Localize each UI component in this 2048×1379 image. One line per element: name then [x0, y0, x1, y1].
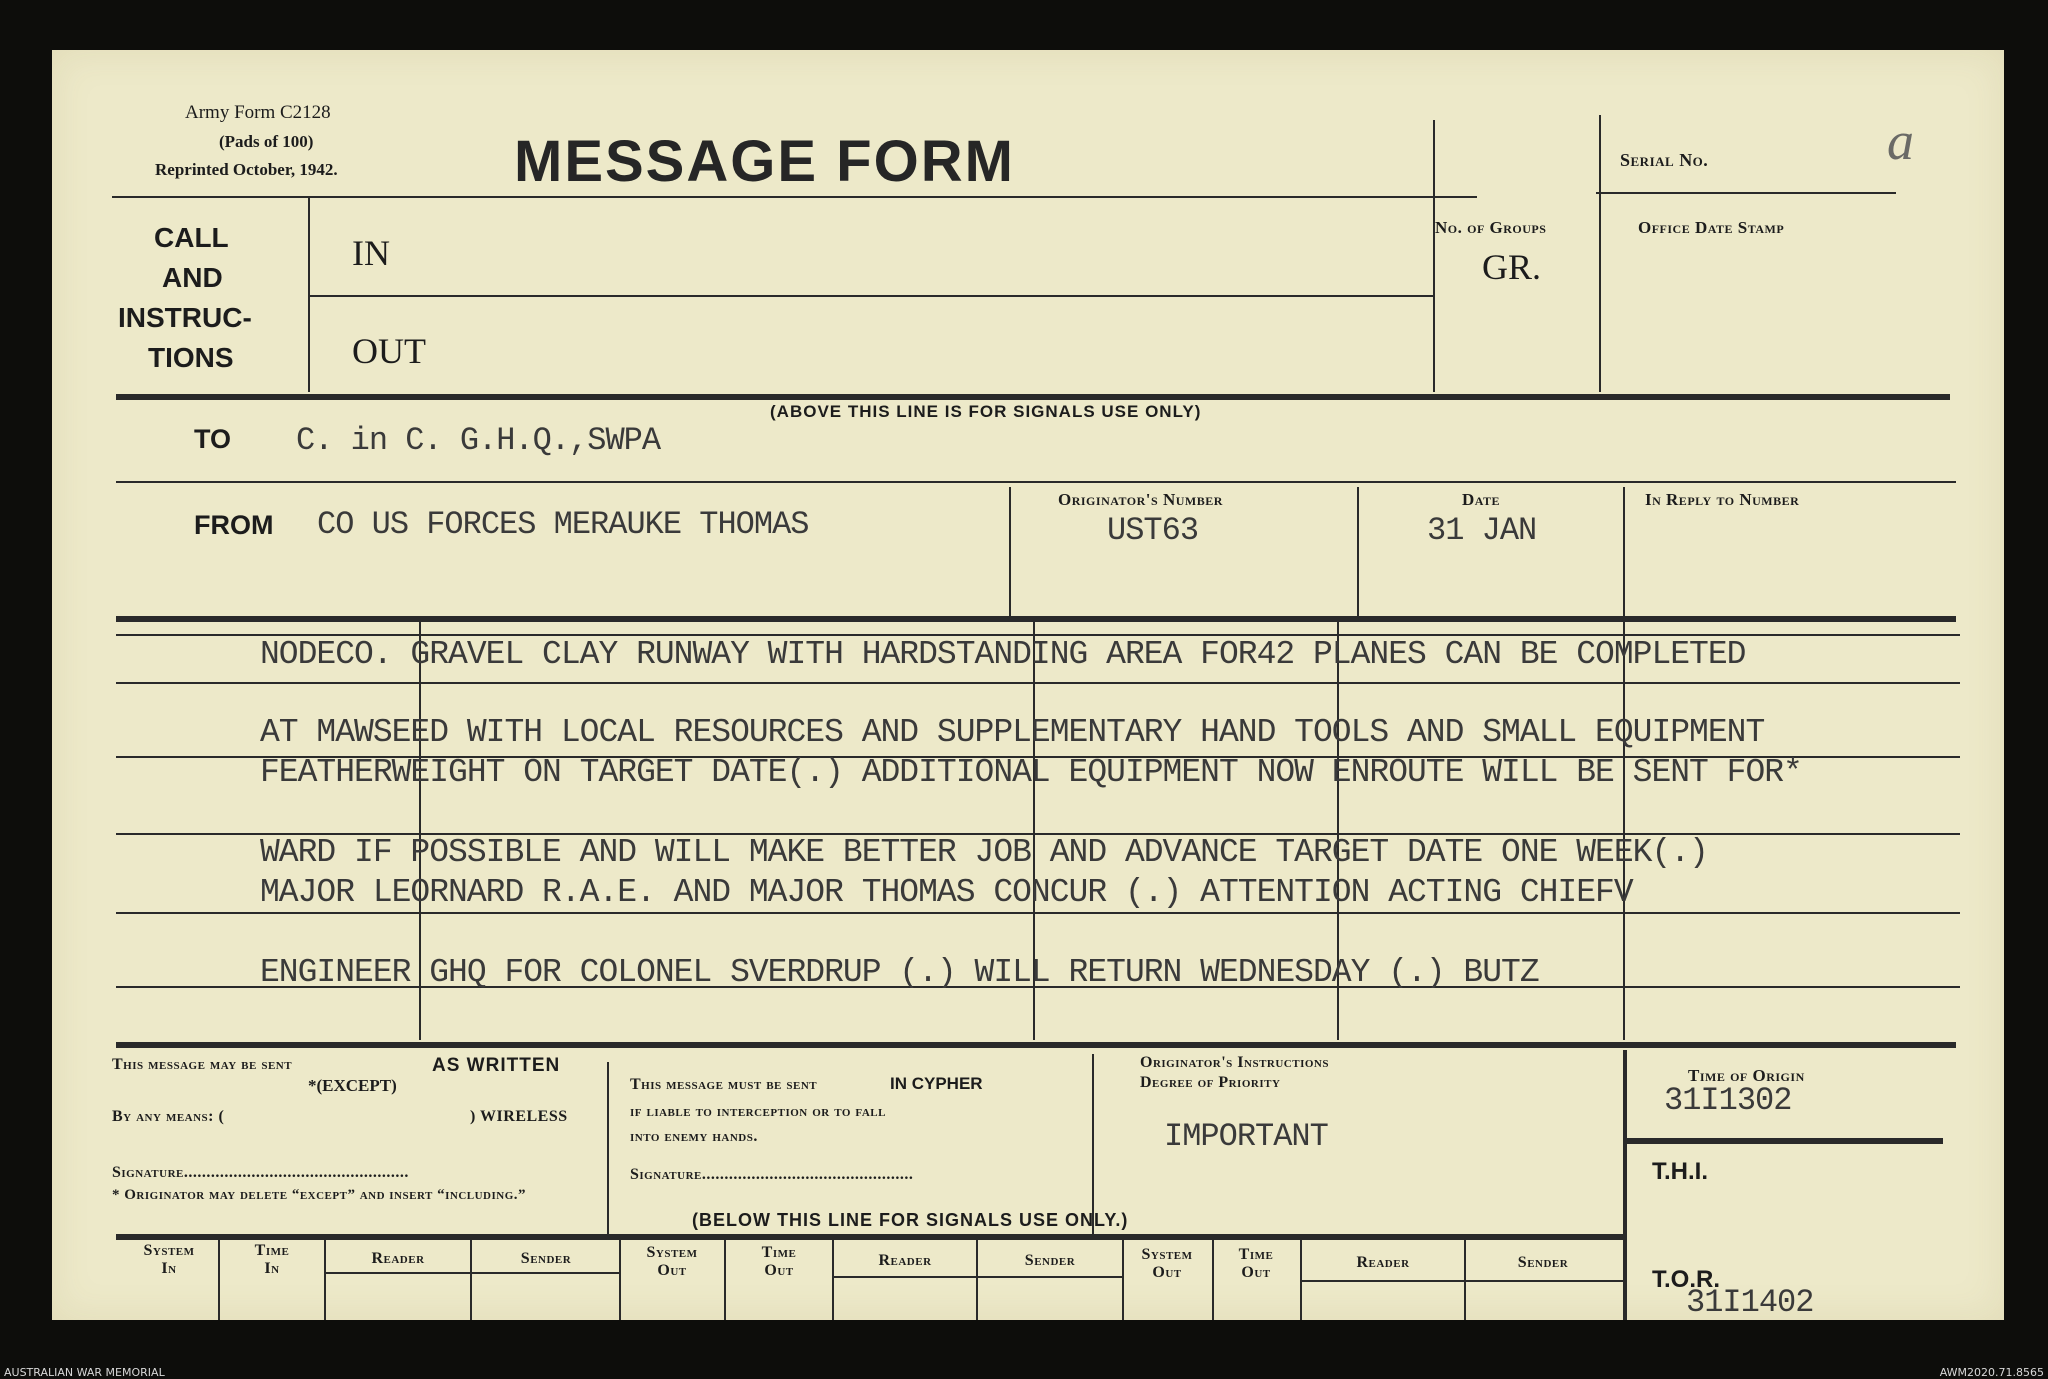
cypher-divider-right	[1092, 1054, 1094, 1236]
call-label-3: INSTRUC-	[118, 302, 252, 333]
serial-rule	[1596, 192, 1896, 194]
from-value: CO US FORCES MERAUKE THOMAS	[317, 506, 809, 543]
cypher-divider-left	[607, 1062, 609, 1236]
call-divider	[308, 196, 310, 392]
message-line-6: ENGINEER GHQ FOR COLONEL SVERDRUP (.) WILL RETURN WEDNESDAY (.) BUTZ	[260, 954, 1539, 991]
thi-label: T.H.I.	[1652, 1158, 1709, 1185]
signals-above-note: (ABOVE THIS LINE IS FOR SIGNALS USE ONLY)	[770, 402, 1202, 421]
as-written-label: AS WRITTEN	[432, 1055, 561, 1076]
table-subrule	[1300, 1280, 1623, 1282]
footer-accession: AWM2020.71.8565	[1939, 1366, 2044, 1379]
from-divider-3	[1623, 487, 1625, 617]
header-line: Time	[761, 1244, 797, 1261]
by-any-means-label: By any means: (	[112, 1108, 225, 1125]
may-be-sent-label: This message may be sent	[112, 1056, 293, 1073]
table-col-divider	[724, 1238, 726, 1320]
header-line: Out	[764, 1262, 794, 1279]
table-col-divider	[1464, 1238, 1466, 1320]
header-line: System	[1141, 1246, 1193, 1263]
header-line: In	[264, 1260, 280, 1277]
handwritten-mark: a	[1887, 111, 1914, 171]
table-col-divider	[470, 1238, 472, 1320]
table-header-time-in	[222, 1242, 322, 1278]
header-line: In	[161, 1260, 177, 1277]
header-line: Time	[1238, 1246, 1274, 1263]
priority-value: IMPORTANT	[1164, 1118, 1328, 1155]
footer-credit: AUSTRALIAN WAR MEMORIAL	[4, 1366, 165, 1379]
table-header-system-in	[124, 1242, 214, 1278]
table-col-divider	[619, 1238, 621, 1320]
signature-left: Signature..................................................	[112, 1164, 409, 1181]
table-header-sender-3: Sender	[1517, 1254, 1569, 1271]
in-out-divider	[308, 295, 1433, 297]
office-date-stamp-label: Office Date Stamp	[1638, 218, 1785, 237]
table-header-sender-1: Sender	[520, 1250, 572, 1267]
serial-number-label: Serial No.	[1620, 150, 1709, 170]
date-value: 31 JAN	[1427, 512, 1537, 549]
table-header-reader-1: Reader	[371, 1250, 425, 1267]
wireless-label: ) WIRELESS	[470, 1108, 568, 1125]
table-header-reader-3: Reader	[1356, 1254, 1410, 1271]
table-col-divider	[218, 1238, 220, 1320]
table-col-divider	[832, 1238, 834, 1320]
header-line: System	[646, 1244, 698, 1261]
table-header-system-out-2	[1124, 1246, 1210, 1282]
time-origin-label: Time of Origin	[1688, 1066, 1805, 1085]
signals-rule-bottom	[116, 1234, 1623, 1240]
header-line: Time	[254, 1242, 290, 1259]
table-subrule	[324, 1272, 619, 1274]
form-title: MESSAGE FORM	[514, 129, 1015, 194]
originator-number-value: UST63	[1107, 512, 1199, 549]
groups-divider-right	[1599, 115, 1601, 392]
cypher-line-1: This message must be sent	[630, 1076, 818, 1093]
table-subrule	[832, 1276, 1122, 1278]
cypher-label: IN CYPHER	[890, 1074, 983, 1093]
reprinted-note: Reprinted October, 1942.	[155, 160, 338, 179]
to-label: TO	[194, 424, 232, 454]
signals-below-note: (BELOW THIS LINE FOR SIGNALS USE ONLY.)	[692, 1210, 1129, 1230]
table-col-divider	[324, 1238, 326, 1320]
table-header-time-out-2	[1214, 1246, 1298, 1282]
header-rule	[112, 196, 1477, 198]
reply-number-label: In Reply to Number	[1645, 490, 1800, 509]
groups-label: No. of Groups	[1435, 218, 1547, 237]
date-label: Date	[1462, 490, 1501, 509]
originator-instructions-label: Originator's Instructions	[1140, 1054, 1329, 1071]
signals-rule-top	[116, 394, 1950, 400]
table-header-time-out-1	[728, 1244, 830, 1280]
header-line: Out	[657, 1262, 687, 1279]
groups-value: GR.	[1482, 247, 1542, 287]
header-line: Out	[1152, 1264, 1182, 1281]
table-header-reader-2: Reader	[878, 1252, 932, 1269]
degree-priority-label: Degree of Priority	[1140, 1074, 1281, 1091]
out-label: OUT	[352, 331, 426, 371]
from-label: FROM	[194, 510, 274, 540]
header-line: System	[143, 1242, 195, 1259]
groups-divider-left	[1433, 120, 1435, 392]
call-label-4: TIONS	[148, 342, 234, 373]
table-col-divider	[1300, 1238, 1302, 1320]
msg-line-4	[116, 912, 1960, 914]
msg-line-1	[116, 682, 1960, 684]
originator-delete-note: * Originator may delete “except” and insert “including.”	[112, 1187, 527, 1203]
message-line-3: FEATHERWEIGHT ON TARGET DATE(.) ADDITIONAL EQUIPMENT NOW ENROUTE WILL BE SENT FOR*	[260, 754, 1802, 791]
tor-label: T.O.R.	[1652, 1266, 1721, 1293]
message-rule-bottom	[116, 1042, 1956, 1048]
grid-col-4	[1623, 622, 1625, 1040]
table-header-sender-2: Sender	[1024, 1252, 1076, 1269]
time-origin-rule	[1623, 1138, 1943, 1144]
cypher-line-2: if liable to interception or to fall	[630, 1103, 886, 1120]
message-line-2: AT MAWSEED WITH LOCAL RESOURCES AND SUPPLEMENTARY HAND TOOLS AND SMALL EQUIPMENT	[260, 714, 1765, 751]
header-line: Out	[1241, 1264, 1271, 1281]
tor-value: 31I1402	[1686, 1284, 1814, 1321]
message-line-1: NODECO. GRAVEL CLAY RUNWAY WITH HARDSTANDING AREA FOR42 PLANES CAN BE COMPLETED	[260, 636, 1746, 673]
time-origin-value: 31I1302	[1664, 1082, 1792, 1119]
originator-number-label: Originator's Number	[1058, 490, 1223, 509]
cypher-line-3: into enemy hands.	[630, 1128, 758, 1145]
message-line-4: WARD IF POSSIBLE AND WILL MAKE BETTER JOB AND ADVANCE TARGET DATE ONE WEEK(.)	[260, 834, 1708, 871]
time-origin-divider	[1623, 1050, 1627, 1320]
signature-mid: Signature...............................................	[630, 1166, 914, 1183]
message-line-5: MAJOR LEORNARD R.A.E. AND MAJOR THOMAS CONCUR (.) ATTENTION ACTING CHIEFV	[260, 874, 1633, 911]
from-divider-1	[1009, 487, 1011, 617]
to-rule	[116, 481, 1956, 483]
army-form-number: Army Form C2128	[185, 102, 331, 123]
table-header-system-out-1	[622, 1244, 722, 1280]
call-label-2: AND	[162, 262, 223, 293]
call-label-1: CALL	[154, 222, 229, 253]
to-value: C. in C. G.H.Q.,SWPA	[296, 422, 661, 459]
pads-note: (Pads of 100)	[219, 132, 314, 151]
message-rule-top	[116, 616, 1956, 622]
except-label: *(EXCEPT)	[308, 1076, 397, 1095]
table-col-divider	[976, 1238, 978, 1320]
from-divider-2	[1357, 487, 1359, 617]
message-form-paper	[52, 50, 2004, 1320]
in-label: IN	[352, 233, 390, 273]
